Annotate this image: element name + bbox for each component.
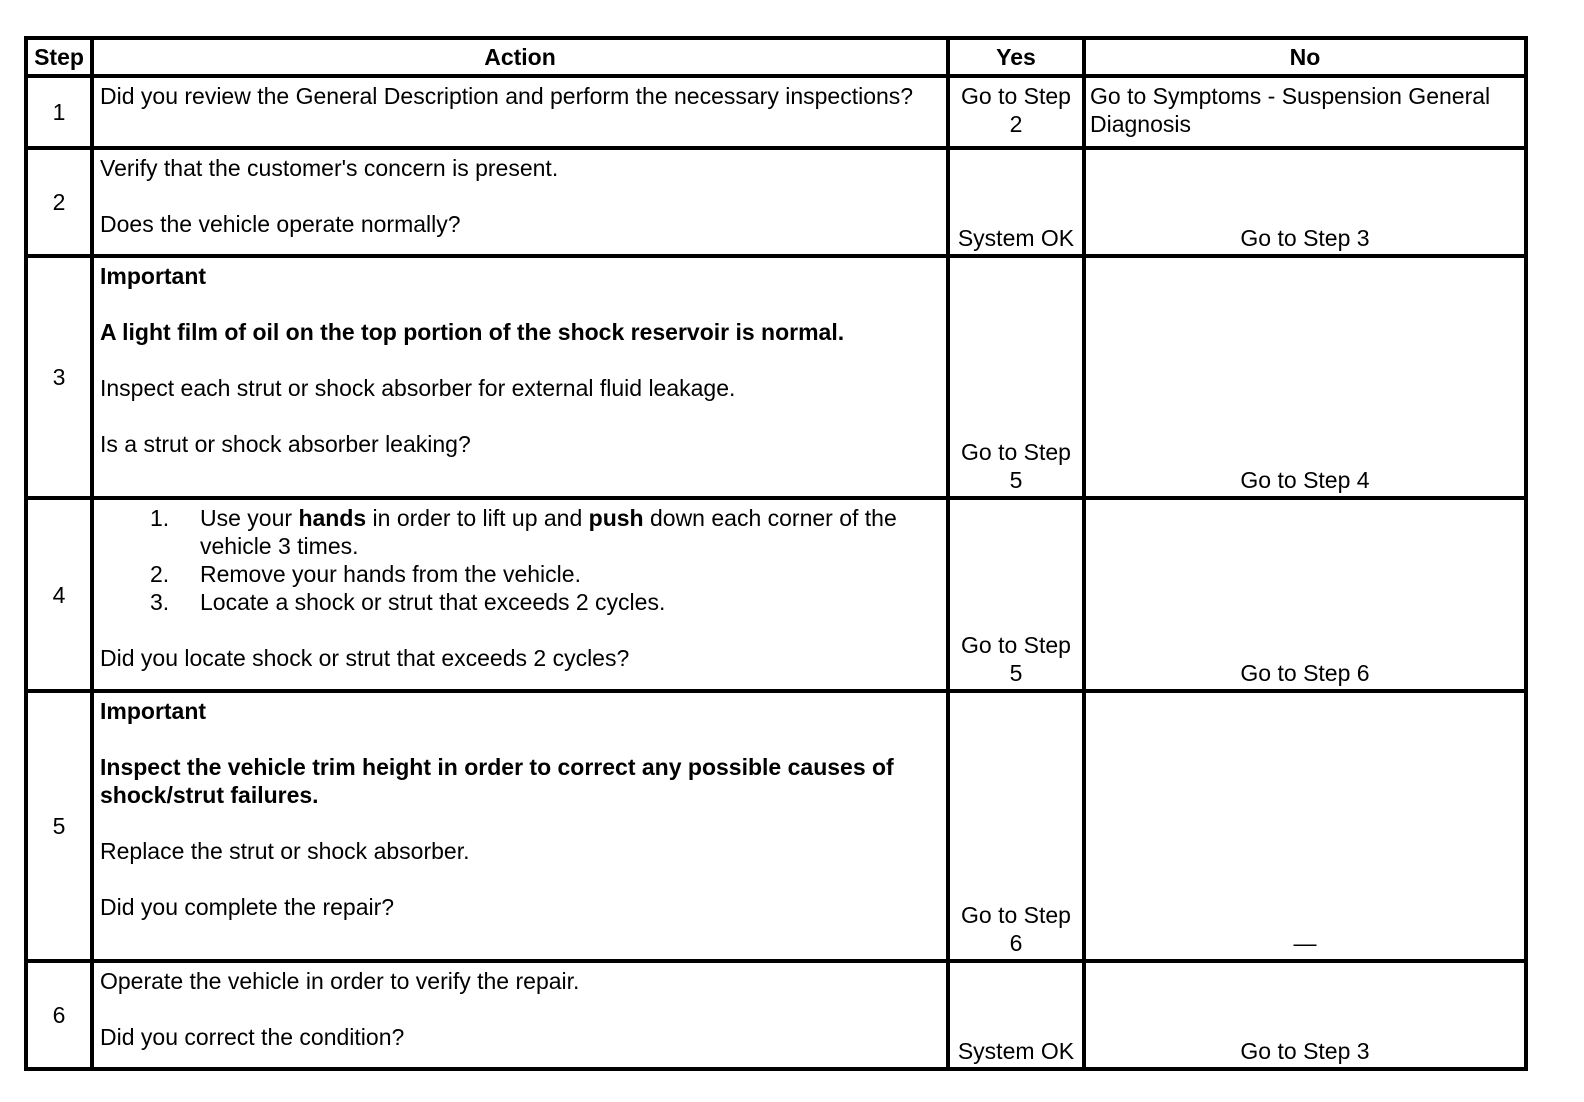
important-label: Important — [100, 698, 207, 724]
action-question: Is a strut or shock absorber leaking? — [100, 431, 471, 457]
header-step: Step — [26, 38, 92, 76]
no-cell: Go to Step 3 — [1084, 148, 1526, 256]
action-text: Did you review the General Description and perform the necessary inspections? — [100, 83, 914, 109]
header-row — [26, 38, 1526, 76]
important-label: Important — [100, 263, 207, 289]
header-no: No — [1084, 38, 1526, 76]
action-question: Did you locate shock or strut that exceeds 2 cycles? — [100, 645, 630, 671]
list-item: 1. Use your hands in order to lift up and push down each corner of the vehicle 3 times. — [150, 505, 897, 559]
yes-cell: Go to Step 6 — [948, 691, 1084, 961]
step-number: 2 — [26, 148, 92, 256]
action-cell — [92, 961, 948, 1069]
list-item: 3. Locate a shock or strut that exceeds 2 cycles. — [150, 589, 666, 615]
step-number: 6 — [26, 961, 92, 1069]
action-question: Did you correct the condition? — [100, 1024, 405, 1050]
procedure-list — [100, 504, 940, 616]
no-cell — [1084, 691, 1526, 961]
table-row — [26, 691, 1526, 961]
header-yes: Yes — [948, 38, 1084, 76]
step-number: 4 — [26, 498, 92, 691]
action-cell — [92, 148, 948, 256]
important-note: Inspect the vehicle trim height in order to correct any possible causes of shock/strut failures. — [100, 754, 894, 808]
action-question: Does the vehicle operate normally? — [100, 211, 461, 237]
action-question: Did you complete the repair? — [100, 894, 395, 920]
table-row — [26, 76, 1526, 148]
step-number: 1 — [26, 76, 92, 148]
action-cell — [92, 691, 948, 961]
table-row — [26, 256, 1526, 498]
no-cell: Go to Symptoms - Suspension General Diagnosis — [1084, 76, 1526, 148]
diagnostic-table — [24, 36, 1528, 1071]
no-cell: Go to Step 6 — [1084, 498, 1526, 691]
no-cell: Go to Step 4 — [1084, 256, 1526, 498]
table-row — [26, 961, 1526, 1069]
yes-cell: Go to Step 5 — [948, 498, 1084, 691]
list-number: 2. — [150, 561, 170, 587]
table-row — [26, 498, 1526, 691]
step-number: 5 — [26, 691, 92, 961]
no-cell: Go to Step 3 — [1084, 961, 1526, 1069]
no-dash: — — [1293, 930, 1317, 956]
list-number: 1. — [150, 505, 170, 531]
yes-cell: System OK — [948, 961, 1084, 1069]
list-number: 3. — [150, 589, 170, 615]
action-cell — [92, 256, 948, 498]
yes-cell: Go to Step 5 — [948, 256, 1084, 498]
action-text: Verify that the customer's concern is present. — [100, 155, 559, 181]
list-item: 2. Remove your hands from the vehicle. — [150, 561, 581, 587]
yes-cell: System OK — [948, 148, 1084, 256]
yes-cell: Go to Step 2 — [948, 76, 1084, 148]
important-note: A light film of oil on the top portion of the shock reservoir is normal. — [100, 319, 845, 345]
action-cell — [92, 76, 948, 148]
action-text: Inspect each strut or shock absorber for external fluid leakage. — [100, 375, 736, 401]
action-text: Operate the vehicle in order to verify the repair. — [100, 968, 580, 994]
action-cell — [92, 498, 948, 691]
header-action: Action — [92, 38, 948, 76]
action-text: Replace the strut or shock absorber. — [100, 838, 470, 864]
table-row — [26, 148, 1526, 256]
step-number: 3 — [26, 256, 92, 498]
